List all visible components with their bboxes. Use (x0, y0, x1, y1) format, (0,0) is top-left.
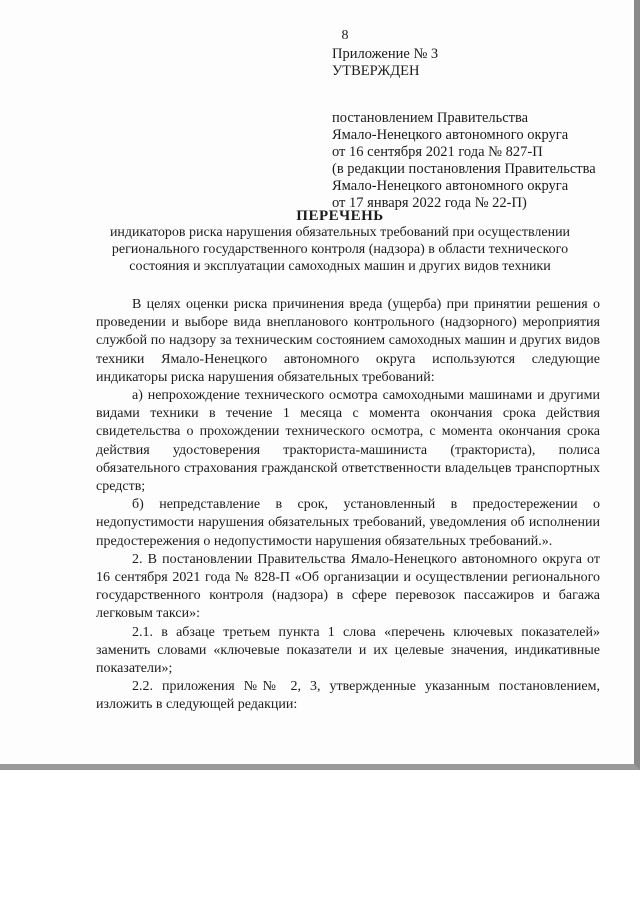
paragraph-item-b: б) непредставление в срок, установленный в предостережении о недопустимости нарушения обязательных требований, уведомления об исполнении предостережения о недопустимости нарушения обязательных требований.». (96, 497, 600, 549)
paragraph-item-a: а) непрохождение технического осмотра самоходными машинами и другими видами техники в течение 1 месяца с момента окончания срока действия свидетельства о прохождении технического осмотра, с момента окончания срока действия удостоверения тракториста-машиниста (тракториста), полиса обязательного страхования гражданской ответственности владельцев транспортных средств; (96, 388, 600, 495)
subtitle-line: состояния и эксплуатации самоходных машин и других видов техники (129, 259, 551, 274)
approval-line: постановлением Правительства (332, 110, 529, 126)
paragraph-section-2-2: 2.2. приложения №№ 2, 3, утвержденные указанным постановлением, изложить в следующей редакции: (96, 679, 600, 713)
approved-label: УТВЕРЖДЕН (332, 63, 420, 79)
document-body (96, 296, 600, 715)
subtitle-line: индикаторов риска нарушения обязательных требований при осуществлении (109, 225, 571, 240)
page-number: 8 (341, 28, 349, 43)
document-subtitle (90, 224, 590, 275)
paragraph-section-2-1: 2.1. в абзаце третьем пункта 1 слова «перечень ключевых показателей» заменить словами «ключевые показатели и их целевые значения, индикативные показатели»; (96, 624, 600, 677)
document-title: ПЕРЕЧЕНЬ (296, 208, 384, 224)
approval-line: (в редакции постановления Правительства (332, 161, 596, 177)
annex-label: Приложение № 3 (332, 46, 439, 62)
paragraph-intro: В целях оценки риска причинения вреда (ущерба) при принятии решения о проведении и выборе вида внепланового контрольного (надзорного) мероприятия службой по надзору за техническим состоянием самоходных машин и других видов техники Ямало-Ненецкого автономного округа используются следующие индикаторы риска нарушения обязательных требований: (96, 297, 600, 385)
approval-line: Ямало-Ненецкого автономного округа (332, 178, 569, 194)
approval-line: Ямало-Ненецкого автономного округа (332, 127, 569, 143)
subtitle-line: регионального государственного контроля (надзора) в области технического (111, 242, 569, 257)
approval-line: от 16 сентября 2021 года № 827-П (332, 144, 543, 160)
approval-line: от 17 января 2022 года № 22-П) (332, 195, 527, 211)
approval-block (332, 46, 596, 212)
paragraph-section-2: 2. В постановлении Правительства Ямало-Ненецкого автономного округа от 16 сентября 2021 года № 828-П «Об организации и осуществлении регионального государственного контроля (надзора) в сфере перевозок пассажиров и багажа легковым такси»: (96, 551, 600, 622)
